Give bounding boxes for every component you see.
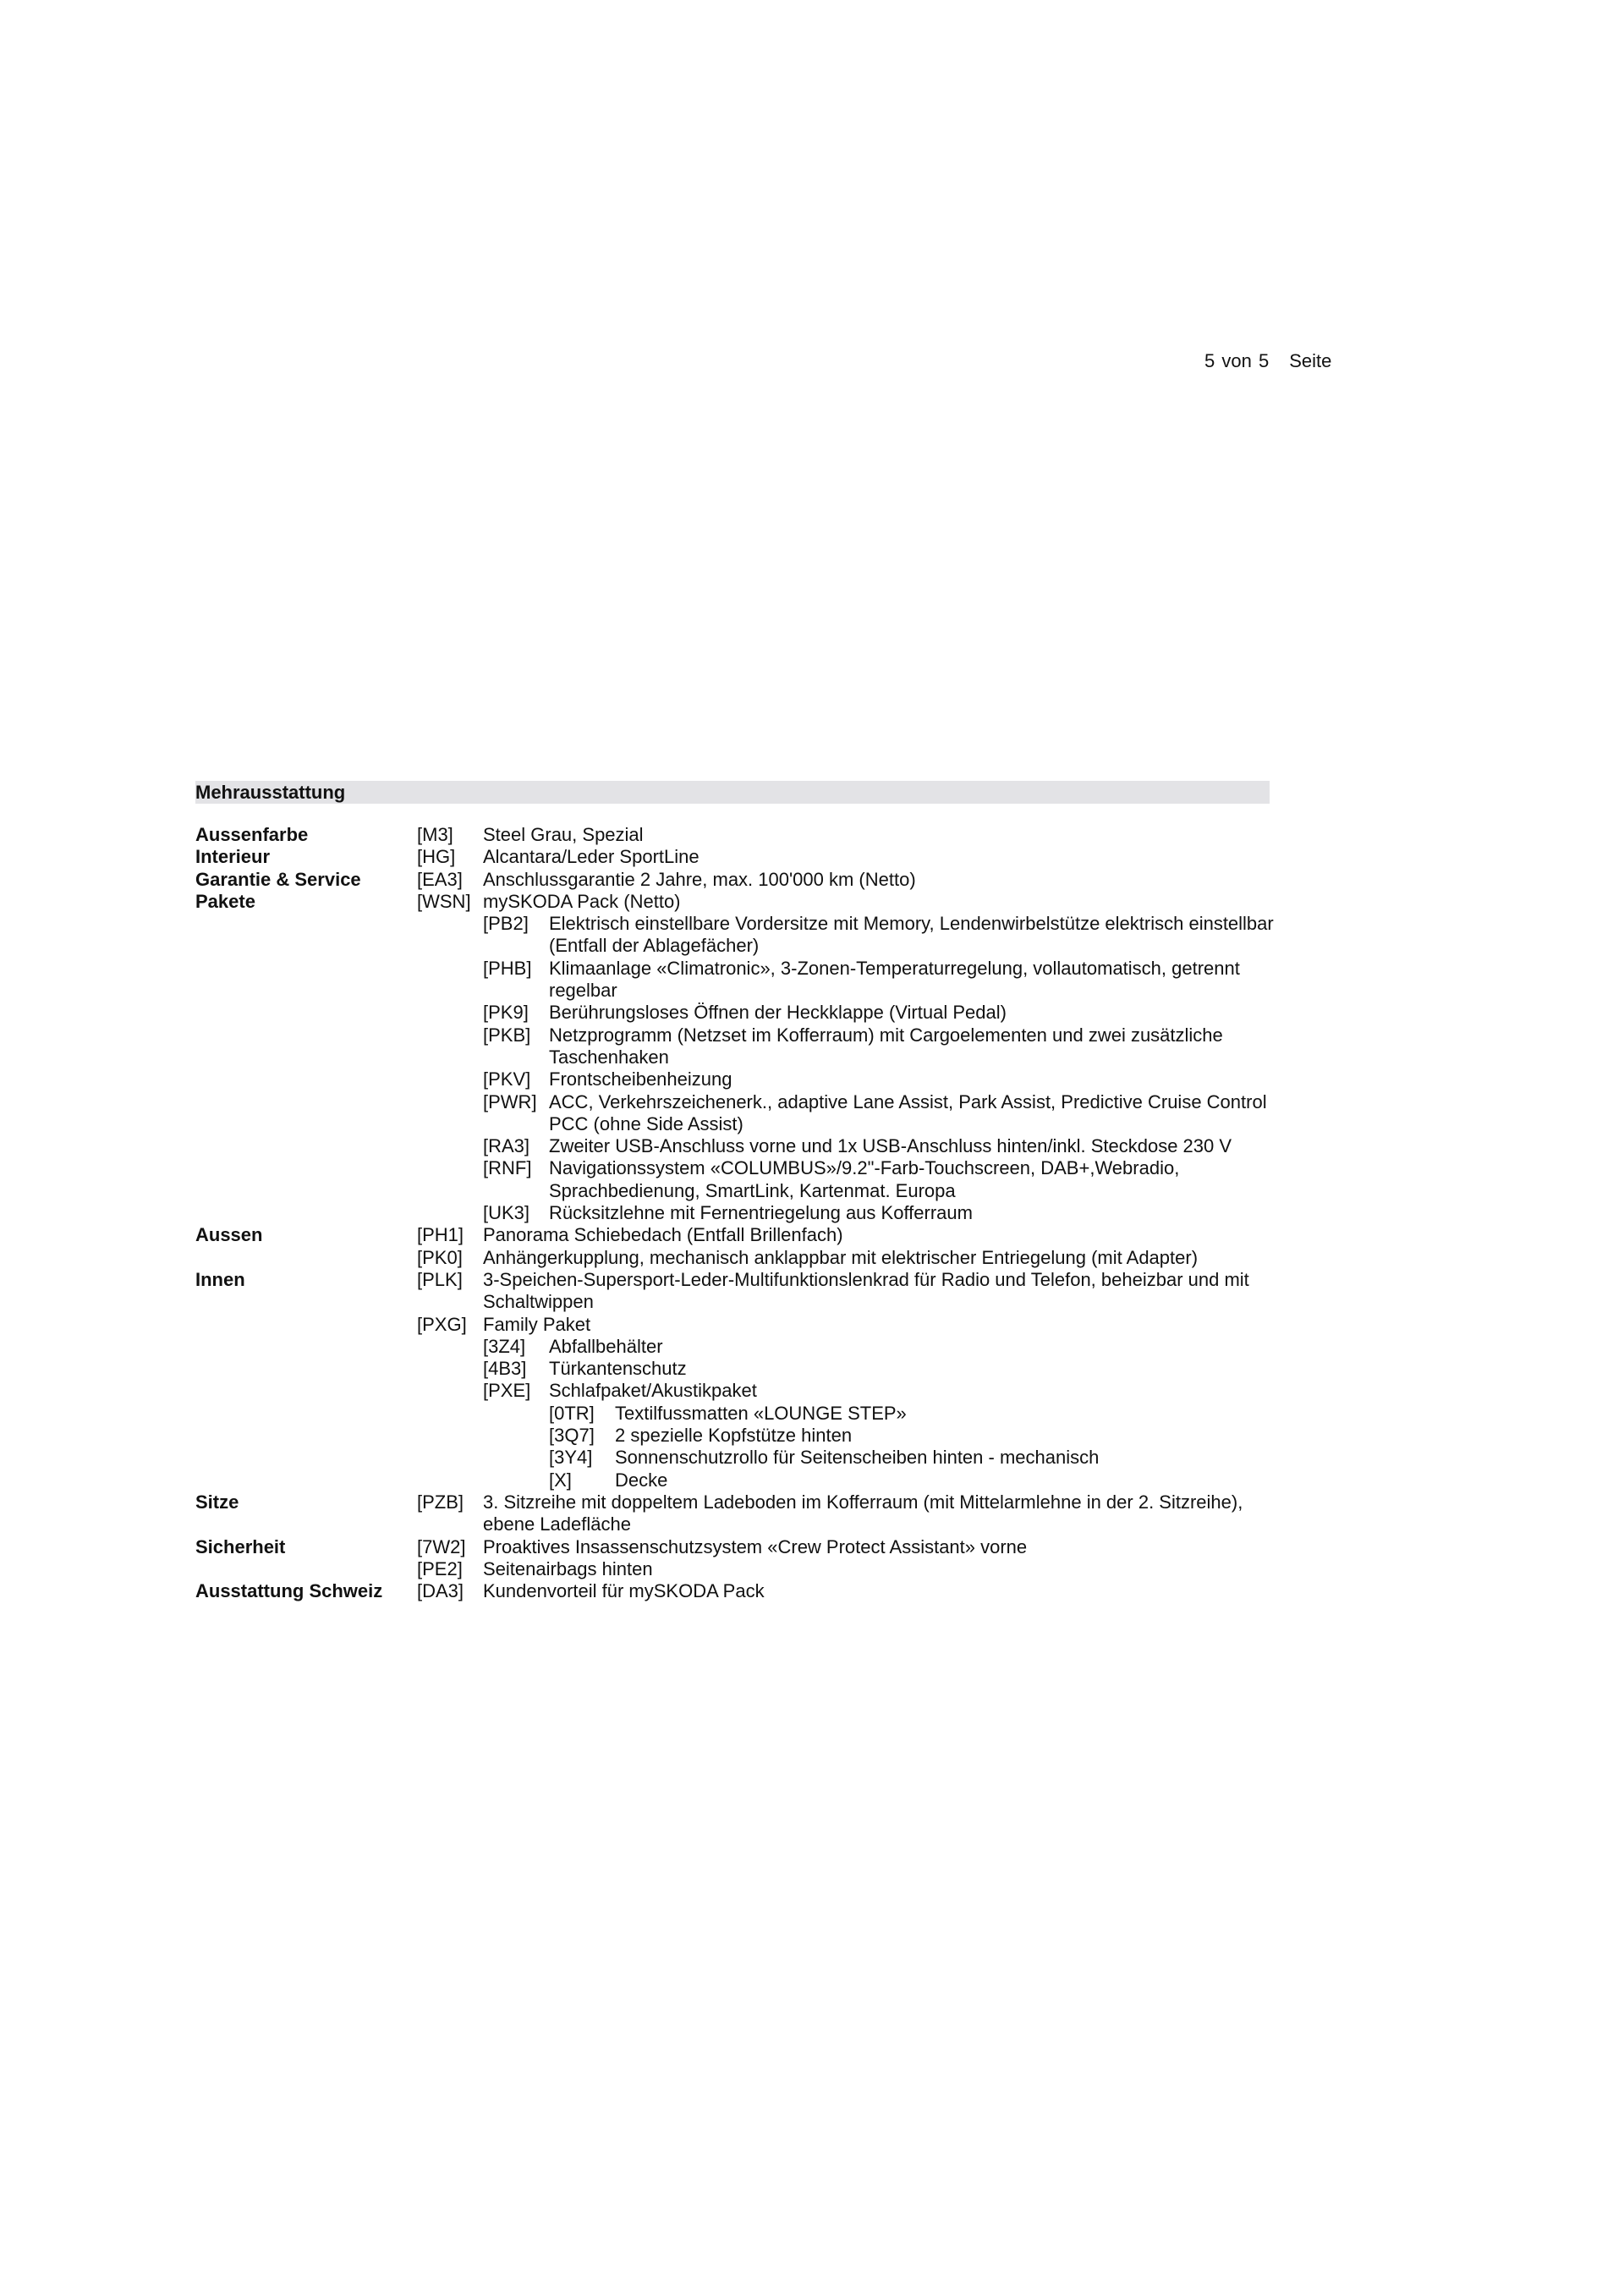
option-code: [PWR] [483, 1090, 537, 1112]
equipment-row [195, 1068, 1312, 1090]
equipment-row [195, 1314, 1312, 1336]
equipment-row [195, 1380, 1312, 1402]
option-description: Elektrisch einstellbare Vordersitze mit Memory, Lendenwirbelstütze elektrisch einstellbar (Entfall der Ablagefächer) [549, 913, 1274, 957]
equipment-category: Aussen [195, 1224, 263, 1246]
option-code: [PH1] [417, 1224, 464, 1246]
option-description: Proaktives Insassenschutzsystem «Crew Protect Assistant» vorne [483, 1535, 1028, 1557]
option-description: Decke [615, 1469, 668, 1491]
option-description: 2 spezielle Kopfstütze hinten [615, 1425, 853, 1447]
equipment-row [195, 891, 1312, 913]
option-description: 3-Speichen-Supersport-Leder-Multifunktionslenkrad für Radio und Telefon, beheizbar und mit Schaltwippen [483, 1268, 1249, 1313]
equipment-category: Sicherheit [195, 1535, 286, 1557]
option-code: [RA3] [483, 1135, 530, 1157]
option-description: Seitenairbags hinten [483, 1557, 653, 1579]
option-description: Berührungsloses Öffnen der Heckklappe (Virtual Pedal) [549, 1002, 1007, 1024]
option-description: Netzprogramm (Netzset im Kofferraum) mit Cargoelementen und zwei zusätzliche Taschenhaken [549, 1024, 1223, 1068]
equipment-row [195, 1224, 1312, 1246]
equipment-category: Interieur [195, 846, 271, 868]
section-header-bar [195, 781, 1270, 804]
section-title: Mehrausstattung [195, 782, 346, 803]
option-code: [PHB] [483, 957, 532, 979]
equipment-row [195, 1491, 1312, 1536]
equipment-row [195, 1580, 1312, 1602]
option-code: [UK3] [483, 1202, 530, 1224]
equipment-row [195, 1536, 1312, 1558]
equipment-row [195, 1002, 1312, 1024]
option-description: ACC, Verkehrszeichenerk., adaptive Lane Assist, Park Assist, Predictive Cruise Control PCC (ohne Side Assist) [549, 1090, 1267, 1134]
option-code: [M3] [417, 824, 453, 845]
option-code: [EA3] [417, 868, 463, 890]
equipment-row [195, 1202, 1312, 1224]
option-description: Klimaanlage «Climatronic», 3-Zonen-Temperaturregelung, vollautomatisch, getrennt regelbar [549, 957, 1240, 1002]
option-code: [RNF] [483, 1157, 532, 1179]
option-description: mySKODA Pack (Netto) [483, 890, 681, 912]
option-code: [3Z4] [483, 1335, 526, 1357]
option-description: Textilfussmatten «LOUNGE STEP» [615, 1402, 907, 1424]
option-description: Kundenvorteil für mySKODA Pack [483, 1580, 765, 1602]
option-description: Alcantara/Leder SportLine [483, 846, 700, 868]
equipment-row [195, 1091, 1312, 1136]
page-of: von [1221, 350, 1252, 371]
equipment-row [195, 1336, 1312, 1358]
option-description: Anschlussgarantie 2 Jahre, max. 100'000 km (Netto) [483, 868, 916, 890]
equipment-row [195, 1135, 1312, 1157]
equipment-list [195, 824, 1312, 1602]
page-current: 5 [1204, 350, 1215, 371]
option-description: Sonnenschutzrollo für Seitenscheiben hinten - mechanisch [615, 1447, 1100, 1469]
equipment-row [195, 1558, 1312, 1580]
option-description: Rücksitzlehne mit Fernentriegelung aus Kofferraum [549, 1202, 973, 1224]
option-code: [PLK] [417, 1268, 463, 1290]
page-total: 5 [1258, 350, 1270, 371]
equipment-row [195, 1358, 1312, 1380]
equipment-row [195, 1269, 1312, 1314]
equipment-row [195, 824, 1312, 846]
equipment-row [195, 1469, 1312, 1491]
equipment-row [195, 1425, 1312, 1447]
option-code: [7W2] [417, 1535, 466, 1557]
option-code: [HG] [417, 846, 456, 868]
option-code: [PKB] [483, 1024, 531, 1046]
page-label: Seite [1289, 350, 1332, 371]
equipment-category: Ausstattung Schweiz [195, 1580, 383, 1602]
option-description: Schlafpaket/Akustikpaket [549, 1380, 757, 1402]
option-code: [4B3] [483, 1358, 527, 1380]
option-description: Panorama Schiebedach (Entfall Brillenfach) [483, 1224, 843, 1246]
equipment-row [195, 869, 1312, 891]
option-description: Zweiter USB-Anschluss vorne und 1x USB-Anschluss hinten/inkl. Steckdose 230 V [549, 1135, 1232, 1157]
option-description: Navigationssystem «COLUMBUS»/9.2"-Farb-Touchscreen, DAB+,Webradio, Sprachbedienung, SmartLink, Kartenmat. Europa [549, 1157, 1180, 1201]
option-code: [PK0] [417, 1246, 463, 1268]
option-code: [0TR] [549, 1402, 595, 1424]
equipment-row [195, 1403, 1312, 1425]
option-description: Türkantenschutz [549, 1358, 687, 1380]
option-code: [3Q7] [549, 1425, 595, 1447]
option-description: Family Paket [483, 1313, 591, 1335]
option-code: [PB2] [483, 913, 529, 935]
option-code: [PE2] [417, 1557, 463, 1579]
option-description: Abfallbehälter [549, 1335, 663, 1357]
option-code: [DA3] [417, 1580, 464, 1602]
option-code: [PXG] [417, 1313, 467, 1335]
option-code: [3Y4] [549, 1447, 593, 1469]
equipment-category: Garantie & Service [195, 868, 361, 890]
equipment-category: Aussenfarbe [195, 824, 309, 845]
option-description: Steel Grau, Spezial [483, 824, 644, 845]
equipment-row [195, 846, 1312, 868]
equipment-row [195, 1247, 1312, 1269]
equipment-category: Sitze [195, 1491, 239, 1513]
option-code: [PXE] [483, 1380, 531, 1402]
equipment-row [195, 958, 1312, 1002]
option-description: Anhängerkupplung, mechanisch anklappbar mit elektrischer Entriegelung (mit Adapter) [483, 1246, 1199, 1268]
option-description: Frontscheibenheizung [549, 1068, 732, 1090]
equipment-row [195, 1157, 1312, 1202]
equipment-row [195, 913, 1312, 958]
equipment-row [195, 1447, 1312, 1469]
option-code: [X] [549, 1469, 572, 1491]
page-number [1204, 350, 1331, 372]
equipment-row [195, 1024, 1312, 1069]
option-code: [PZB] [417, 1491, 464, 1513]
equipment-category: Pakete [195, 890, 255, 912]
option-code: [PK9] [483, 1002, 529, 1024]
option-description: 3. Sitzreihe mit doppeltem Ladeboden im Kofferraum (mit Mittelarmlehne in der 2. Sitzreihe), ebene Ladefläche [483, 1491, 1243, 1535]
option-code: [WSN] [417, 890, 471, 912]
option-code: [PKV] [483, 1068, 531, 1090]
equipment-category: Innen [195, 1268, 245, 1290]
